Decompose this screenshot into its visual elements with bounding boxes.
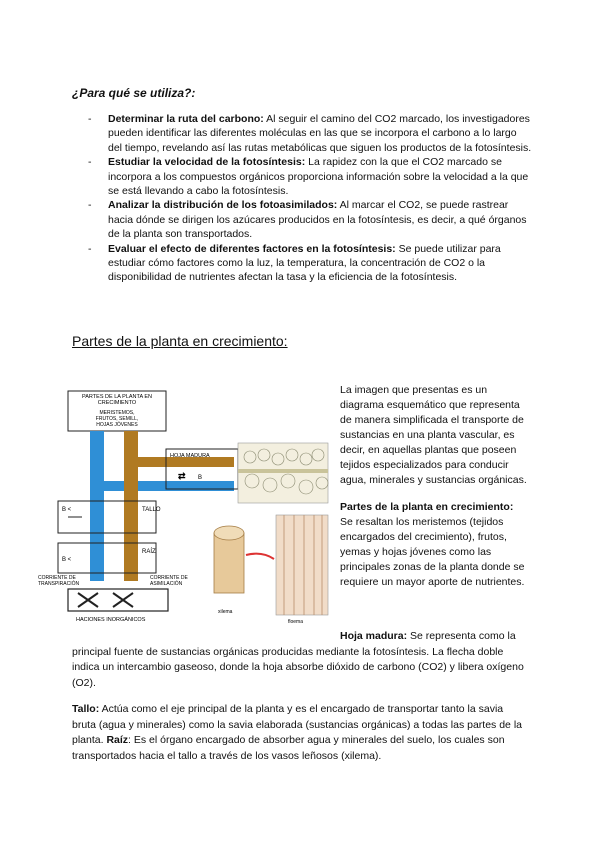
section-heading: Partes de la planta en crecimiento:	[72, 333, 288, 349]
magnify-arrow	[246, 554, 274, 559]
use-term: Estudiar la velocidad de la fotosíntesis:	[108, 156, 306, 169]
growth-text: Se resaltan los meristemos (tejidos encargados del crecimiento), frutos, yemas y hojas jóvenes como las principales zonas de la planta donde se requiere un mayor aporte de nutrientes.	[340, 516, 525, 588]
use-text: Se puede utilizar para estudiar cómo factores como la luz, la temperatura, la concentración de CO2 o la disponibilidad de nutrientes afectan la tasa y la eficiencia de la fotosíntesis.	[108, 242, 501, 284]
svg-text:B: B	[198, 475, 203, 481]
side-paragraph-intro: La imagen que presentas es un diagrama esquemático que representa de manera simplificada el transporte de sustancias en una planta vascular, es decir, en aquellas plantas que poseen tejidos especializados para conducir agua, minerales y sustancias orgánicas.	[340, 384, 527, 486]
leaf-label: HOJA MADURA	[170, 453, 210, 459]
transport-diagram	[38, 383, 330, 628]
list-item: - Analizar la distribución de los fotoasimilados: Al marcar el CO2, se puede rastrear hacia dónde se dirigen los azúcares producidos en la fotosíntesis, es decir, a qué órganos de la planta son transportados.	[88, 199, 527, 241]
stem-text: Actúa como el eje principal de la planta y es el encargado de transportar tanto la savia bruta (agua y minerales) como la savia elaborada (sustancias orgánicas) a todas las partes de la planta.	[72, 703, 522, 746]
use-text: Al seguir el camino del CO2 marcado, los investigadores pueden identificar las diferentes moléculas en las que se incorpora el carbono a lo largo del tiempo, revelando así las rutas metabólicas que siguen los productos de la fotosíntesis.	[108, 113, 532, 154]
left-current-2: TRANSPIRACIÓN	[38, 581, 80, 587]
use-term: Determinar la ruta del carbono:	[108, 113, 264, 125]
use-text: Al marcar el CO2, se puede rastrear hacia dónde se dirigen los azúcares producidos en la fotosíntesis, es decir, a qué órganos de la planta son transportados.	[108, 199, 527, 241]
xylem-label: xilema	[218, 609, 233, 615]
root-label: RAÍZ	[142, 549, 156, 555]
use-term: Evaluar el efecto de diferentes factores en la fotosíntesis:	[108, 242, 396, 255]
xylem-column	[90, 431, 104, 581]
use-text: La rapidez con la que el CO2 marcado se incorpora a los compuestos orgánicos proporciona información sobre la velocidad a la que se está llevando a cabo la fotosíntesis.	[108, 156, 529, 198]
top-sub-2: FRUTOS, SEMILL,	[95, 416, 139, 422]
stem-root-paragraph	[72, 702, 528, 764]
right-current-2: ASIMILACIÓN	[150, 581, 183, 587]
root-text: : Es el órgano encargado de absorber agua y minerales del suelo, los cuales son transportados hacia el tallo a través de los vasos leñosos (xilema).	[72, 734, 505, 762]
svg-text:B <: B <	[62, 557, 72, 563]
right-current-1: CORRIENTE DE	[150, 575, 188, 581]
top-sub-3: HOJAS JÓVENES	[96, 422, 138, 428]
list-item: - Evaluar el efecto de diferentes factores en la fotosíntesis: Se puede utilizar para estudiar cómo factores como la luz, la temperatura, la concentración de CO2 o la disponibilidad de nutrientes afectan la tasa y la eficiencia de la fotosíntesis.	[88, 242, 501, 284]
leaf-term: Hoja madura:	[340, 630, 408, 642]
svg-text:⇄: ⇄	[178, 471, 186, 481]
top-sub-1: MERISTEMOS,	[99, 410, 135, 416]
leaf-paragraph	[72, 629, 528, 691]
question-heading: ¿Para qué se utiliza?:	[72, 86, 196, 100]
phloem-label: floema	[288, 619, 304, 625]
stem-left-mark: B <	[62, 507, 72, 513]
stem-term: Tallo:	[72, 703, 100, 715]
root-term: Raíz	[106, 734, 129, 746]
root-box	[58, 543, 156, 573]
top-label-2: CRECIMIENTO	[97, 400, 137, 406]
leaf-text: Se representa como la principal fuente de sustancias orgánicas producidas mediante la fotosíntesis. La flecha doble indica un intercambio gaseoso, donde la hoja absorbe dióxido de carbono (CO2) y libera oxígeno (O2).	[72, 630, 524, 689]
use-term: Analizar la distribución de los fotoasimilados:	[108, 199, 338, 212]
stem-label: TALLO	[142, 507, 161, 513]
top-label-1: PARTES DE LA PLANTA EN	[82, 394, 152, 400]
left-current-1: CORRIENTE DE	[38, 575, 76, 581]
bottom-label: HACIONES INORGÁNICOS	[76, 617, 146, 623]
phloem-column	[124, 431, 138, 581]
growth-term: Partes de la planta en crecimiento:	[340, 501, 514, 513]
side-text-column	[340, 383, 528, 602]
inorganic-box	[68, 589, 168, 611]
list-item: - Determinar la ruta del carbono: Al seguir el camino del CO2 marcado, los investigadores pueden identificar las diferentes moléculas en las que se incorpora el carbono a lo largo del tiempo, revelando así las rutas metabólicas que siguen los productos de la fotosíntesis.	[88, 113, 532, 154]
list-item: - Estudiar la velocidad de la fotosíntesis: La rapidez con la que el CO2 marcado se incorpora a los compuestos orgánicos proporciona información sobre la velocidad a la que se está llevando a cabo la fotosíntesis.	[88, 156, 529, 198]
stem-cylinder-illustration	[214, 533, 244, 593]
side-paragraph-growth	[340, 500, 528, 590]
uses-list	[72, 112, 532, 285]
